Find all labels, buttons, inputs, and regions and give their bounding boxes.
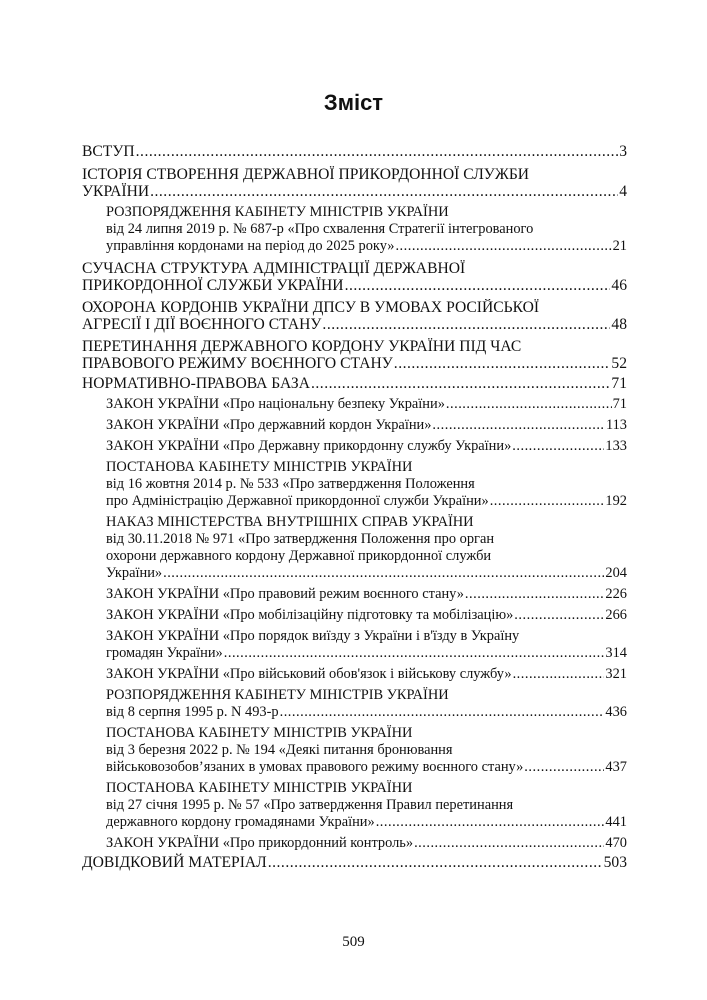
- toc-subsection-entry[interactable]: [82, 438, 627, 455]
- dot-leader: [394, 355, 611, 372]
- dot-leader: [311, 375, 610, 392]
- page-title: Зміст: [323, 90, 384, 115]
- toc-subsection-entry[interactable]: [82, 835, 627, 852]
- toc-page-number: 470: [605, 835, 627, 851]
- toc-entry-last-line: [106, 666, 627, 683]
- toc-page-number: 71: [611, 375, 627, 392]
- toc-section-entry[interactable]: [82, 143, 627, 160]
- toc-entry-last-line: [82, 316, 627, 333]
- toc-subsection-entry[interactable]: [82, 687, 627, 721]
- dot-leader: [395, 238, 611, 255]
- toc-entry-text-line: України»: [106, 565, 163, 581]
- toc-entry-text-line: ПРАВОВОГО РЕЖИМУ ВОЄННОГО СТАНУ: [82, 355, 393, 372]
- toc-entry-text-line: ІСТОРІЯ СТВОРЕННЯ ДЕРЖАВНОЇ ПРИКОРДОННОЇ СЛУЖБИ: [82, 166, 530, 183]
- toc-entry-text-line: ПЕРЕТИНАННЯ ДЕРЖАВНОГО КОРДОНУ УКРАЇНИ ПІД ЧАС: [82, 338, 522, 355]
- toc-page-number: 21: [612, 238, 627, 254]
- toc-entry-text-line: ЗАКОН УКРАЇНИ «Про військовий обов'язок і військову службу»: [106, 666, 512, 682]
- toc-subsection-entry[interactable]: [82, 725, 627, 776]
- toc-entry-last-line: [106, 396, 627, 413]
- toc-entry-text-line: ЗАКОН УКРАЇНИ «Про державний кордон України»: [106, 417, 432, 433]
- toc-page-number: 436: [605, 704, 627, 720]
- toc-entry-last-line: [82, 143, 627, 160]
- toc-entry-text-line: ПОСТАНОВА КАБІНЕТУ МІНІСТРІВ УКРАЇНИ: [106, 725, 413, 741]
- toc-entry-text-line: від 30.11.2018 № 971 «Про затвердження Положення про орган: [106, 531, 495, 547]
- toc-page-number: 441: [605, 814, 627, 830]
- toc-entry-text-line: ПОСТАНОВА КАБІНЕТУ МІНІСТРІВ УКРАЇНИ: [106, 459, 413, 475]
- toc-entry-last-line: [106, 238, 627, 255]
- dot-leader: [322, 316, 610, 333]
- toc-entry-last-line: [106, 835, 627, 852]
- toc-entry-text-line: від 16 жовтня 2014 р. № 533 «Про затвердження Положення: [106, 476, 475, 492]
- toc-page-number: 314: [605, 645, 627, 661]
- dot-leader: [490, 493, 605, 510]
- toc-entry-text-line: ПРИКОРДОННОЇ СЛУЖБИ УКРАЇНИ: [82, 277, 344, 294]
- toc-page-number: 113: [605, 417, 627, 433]
- toc-entry-text-line: АГРЕСІЇ І ДІЇ ВОЄННОГО СТАНУ: [82, 316, 322, 333]
- dot-leader: [465, 586, 604, 603]
- toc-entry-text-line: НОРМАТИВНО-ПРАВОВА БАЗА: [82, 375, 310, 392]
- toc-entry-last-line: [106, 417, 627, 434]
- toc-entry-last-line: [106, 565, 627, 582]
- toc-entry-text-line: ЗАКОН УКРАЇНИ «Про правовий режим воєнного стану»: [106, 586, 464, 602]
- dot-leader: [163, 565, 604, 582]
- toc-subsection-entry[interactable]: [82, 607, 627, 624]
- toc-entry-text-line: ЗАКОН УКРАЇНИ «Про національну безпеку України»: [106, 396, 445, 412]
- toc-entry-text-line: військовозобов’язаних в умовах правового режиму воєнного стану»: [106, 759, 524, 775]
- toc-section-entry[interactable]: [82, 338, 627, 372]
- toc-page-number: 266: [605, 607, 627, 623]
- toc-page-number: 48: [611, 316, 627, 333]
- toc-entry-text-line: від 24 липня 2019 р. № 687-р «Про схвалення Стратегії інтегрованого: [106, 221, 534, 237]
- toc-entry-text-line: СУЧАСНА СТРУКТУРА АДМІНІСТРАЦІЇ ДЕРЖАВНОЇ: [82, 260, 466, 277]
- toc-entry-text-line: ЗАКОН УКРАЇНИ «Про прикордонний контроль»: [106, 835, 414, 851]
- toc-entry-text-line: ЗАКОН УКРАЇНИ «Про мобілізаційну підготовку та мобілізацію»: [106, 607, 514, 623]
- toc-page-number: 226: [605, 586, 627, 602]
- toc-entry-last-line: [106, 704, 627, 721]
- toc-subsection-entry[interactable]: [82, 396, 627, 413]
- toc-subsection-entry[interactable]: [82, 204, 627, 255]
- dot-leader: [150, 183, 618, 200]
- toc-entry-last-line: [82, 183, 627, 200]
- toc-page-number: 204: [605, 565, 627, 581]
- toc-entry-last-line: [106, 645, 627, 662]
- toc-subsection-entry[interactable]: [82, 780, 627, 831]
- toc-entry-last-line: [106, 493, 627, 510]
- toc-entry-last-line: [82, 355, 627, 372]
- toc-entry-last-line: [106, 586, 627, 603]
- toc-entry-text-line: від 27 січня 1995 р. № 57 «Про затвердження Правил перетинання: [106, 797, 514, 813]
- toc-subsection-entry[interactable]: [82, 514, 627, 582]
- toc-page-number: 46: [611, 277, 627, 294]
- dot-leader: [376, 814, 605, 831]
- toc-page-number: 52: [611, 355, 627, 372]
- toc-entry-text-line: ДОВІДКОВИЙ МАТЕРІАЛ: [82, 854, 267, 871]
- dot-leader: [268, 854, 603, 871]
- toc-entry-text-line: ЗАКОН УКРАЇНИ «Про Державну прикордонну службу України»: [106, 438, 512, 454]
- dot-leader: [524, 759, 604, 776]
- dot-leader: [280, 704, 605, 721]
- page-number: 509: [342, 934, 365, 950]
- toc-page-number: 71: [612, 396, 627, 412]
- toc-entry-text-line: громадян України»: [106, 645, 223, 661]
- toc-section-entry[interactable]: [82, 854, 627, 871]
- toc-entry-last-line: [106, 438, 627, 455]
- dot-leader: [432, 417, 605, 434]
- toc-section-entry[interactable]: [82, 166, 627, 200]
- toc-page-number: 321: [605, 666, 627, 682]
- toc-section-entry[interactable]: [82, 299, 627, 333]
- toc-page-number: 503: [603, 854, 627, 871]
- toc-subsection-entry[interactable]: [82, 628, 627, 662]
- toc-entry-text-line: ОХОРОНА КОРДОНІВ УКРАЇНИ ДПСУ В УМОВАХ РОСІЙСЬКОЇ: [82, 299, 540, 316]
- dot-leader: [414, 835, 604, 852]
- dot-leader: [513, 666, 605, 683]
- toc-subsection-entry[interactable]: [82, 666, 627, 683]
- toc-entry-text-line: управління кордонами на період до 2025 року»: [106, 238, 395, 254]
- toc-entry-text-line: НАКАЗ МІНІСТЕРСТВА ВНУТРІШНІХ СПРАВ УКРАЇНИ: [106, 514, 474, 530]
- toc-entry-text-line: від 8 серпня 1995 р. N 493-р: [106, 704, 279, 720]
- toc-page-number: 192: [605, 493, 627, 509]
- toc-page-number: 133: [605, 438, 627, 454]
- toc-entry-text-line: УКРАЇНИ: [82, 183, 150, 200]
- toc-subsection-entry[interactable]: [82, 459, 627, 510]
- dot-leader: [345, 277, 611, 294]
- toc-section-entry[interactable]: [82, 260, 627, 294]
- dot-leader: [512, 438, 604, 455]
- toc-subsection-entry[interactable]: [82, 417, 627, 434]
- table-of-contents: [82, 143, 627, 871]
- dot-leader: [446, 396, 612, 413]
- toc-page-number: 4: [619, 183, 627, 200]
- toc-entry-last-line: [82, 375, 627, 392]
- toc-entry-last-line: [106, 607, 627, 624]
- toc-entry-text-line: ПОСТАНОВА КАБІНЕТУ МІНІСТРІВ УКРАЇНИ: [106, 780, 413, 796]
- toc-entry-text-line: від 3 березня 2022 р. № 194 «Деякі питання бронювання: [106, 742, 453, 758]
- toc-subsection-entry[interactable]: [82, 586, 627, 603]
- toc-entry-last-line: [82, 854, 627, 871]
- dot-leader: [136, 143, 619, 160]
- toc-entry-last-line: [106, 759, 627, 776]
- toc-entry-text-line: ЗАКОН УКРАЇНИ «Про порядок виїзду з України і в'їзду в Україну: [106, 628, 520, 644]
- toc-page-number: 3: [619, 143, 627, 160]
- toc-entry-text-line: ВСТУП: [82, 143, 135, 160]
- toc-entry-text-line: РОЗПОРЯДЖЕННЯ КАБІНЕТУ МІНІСТРІВ УКРАЇНИ: [106, 204, 449, 220]
- dot-leader: [514, 607, 604, 624]
- toc-entry-last-line: [82, 277, 627, 294]
- toc-page-number: 437: [605, 759, 627, 775]
- dot-leader: [224, 645, 605, 662]
- toc-entry-text-line: державного кордону громадянами України»: [106, 814, 375, 830]
- toc-entry-text-line: РОЗПОРЯДЖЕННЯ КАБІНЕТУ МІНІСТРІВ УКРАЇНИ: [106, 687, 449, 703]
- toc-entry-text-line: охорони державного кордону Державної прикордонної служби: [106, 548, 492, 564]
- toc-entry-last-line: [106, 814, 627, 831]
- toc-section-entry[interactable]: [82, 375, 627, 392]
- toc-entry-text-line: про Адміністрацію Державної прикордонної служби України»: [106, 493, 489, 509]
